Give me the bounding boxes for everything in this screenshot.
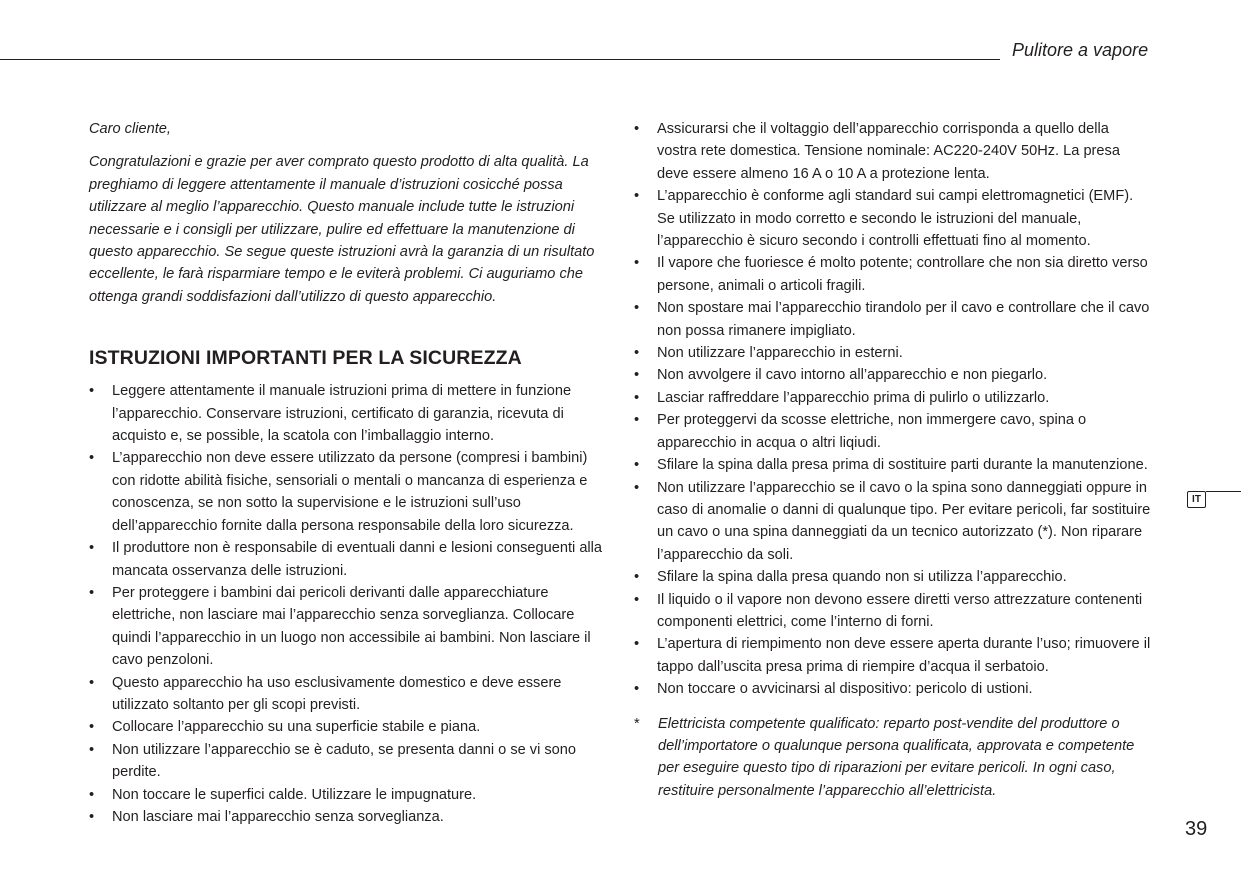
left-column — [89, 118, 609, 828]
bullet-icon: • — [89, 450, 95, 467]
list-item: • Il liquido o il vapore non devono essere diretti verso attrezzature contenenti componenti elettrici, come l’interno di forni. — [634, 589, 1152, 634]
greeting: Caro cliente, — [89, 121, 171, 137]
bullet-icon: • — [634, 569, 640, 586]
list-item: • L’apparecchio non deve essere utilizzato da persone (compresi i bambini) con ridotte abilità fisiche, sensoriali o mentali o mancanza di esperienza e conoscenza, se non sotto la supervisione e le istruzioni sull’uso dell’apparecchio fornite dalla persona responsabile della loro sicurezza. — [89, 447, 609, 537]
list-item: • Questo apparecchio ha uso esclusivamente domestico e deve essere utilizzato soltanto per gli scopi previsti. — [89, 672, 609, 717]
bullet-icon: • — [634, 367, 640, 384]
document-title: Pulitore a vapore — [1012, 40, 1149, 60]
bullet-icon: • — [89, 786, 95, 803]
list-item: • Non lasciare mai l’apparecchio senza sorveglianza. — [89, 806, 609, 828]
bullet-icon: • — [634, 636, 640, 653]
bullet-icon: • — [89, 719, 95, 736]
bullet-icon: • — [89, 741, 95, 758]
bullet-icon: • — [634, 188, 640, 205]
bullet-icon: • — [634, 121, 640, 137]
list-item: • Non toccare le superfici calde. Utilizzare le impugnature. — [89, 784, 609, 806]
list-item: • Leggere attentamente il manuale istruzioni prima di mettere in funzione l’apparecchio. Conservare istruzioni, certificato di garanzia, ricevuta di acquisto e, se possible, la scatola con l’imballaggio interno. — [89, 380, 609, 447]
list-item: • Non spostare mai l’apparecchio tirandolo per il cavo e controllare che il cavo non possa rimanere impigliato. — [634, 297, 1152, 342]
safety-heading: ISTRUZIONI IMPORTANTI PER LA SICUREZZA — [89, 347, 522, 370]
footnote-marker: * — [634, 715, 640, 732]
bullet-icon: • — [634, 479, 640, 496]
bullet-icon: • — [634, 345, 640, 362]
intro-body: Congratulazioni e grazie per aver comprato questo prodotto di alta qualità. La preghiamo di leggere attentamente il manuale d’istruzioni cosicché possa utilizzare al meglio l’apparecchio. Questo manuale include tutte le istruzioni necessarie e i consigli per utilizzare, pulire ed effettuare la manutenzione di questo apparecchio. Se segue queste istruzioni avrà la garanzia di un risultato eccellente, le farà risparmiare tempo e le eviterà problemi. Ci auguriamo che ottenga grandi soddisfazioni dall’utilizzo di questo apparecchio. — [89, 154, 595, 305]
bullet-icon: • — [634, 457, 640, 474]
bullet-icon: • — [634, 300, 640, 317]
language-tab-line — [1206, 491, 1241, 492]
bullet-icon: • — [634, 412, 640, 429]
list-item: • Il produttore non è responsabile di eventuali danni e lesioni conseguenti alla mancata osservanza delle istruzioni. — [89, 537, 609, 582]
intro-section — [89, 118, 609, 308]
list-item: • Non toccare o avvicinarsi al dispositivo: pericolo di ustioni. — [634, 678, 1152, 700]
list-item: • Non utilizzare l’apparecchio in esterni. — [634, 342, 1152, 364]
bullet-icon: • — [89, 808, 95, 825]
list-item: • Collocare l’apparecchio su una superficie stabile e piana. — [89, 716, 609, 738]
bullet-icon: • — [89, 540, 95, 557]
list-item: • Sfilare la spina dalla presa quando non si utilizza l’apparecchio. — [634, 566, 1152, 588]
bullet-icon: • — [89, 383, 95, 400]
list-item: • Non utilizzare l’apparecchio se il cavo o la spina sono danneggiati oppure in caso di anomalie o danni di qualunque tipo. Per evitare pericoli, far sostituire un cavo o una spina danneggiati da un tecnico autorizzato (*). Non riparare l’apparecchio da soli. — [634, 477, 1152, 567]
list-item: • Per proteggere i bambini dai pericoli derivanti dalle apparecchiature elettriche, non lasciare mai l’apparecchio senza sorveglianza. Collocare quindi l’apparecchio in un luogo non accessibile ai bambini. Non lasciare il cavo penzoloni. — [89, 582, 609, 672]
safety-list-left — [89, 380, 609, 828]
list-item: • Il vapore che fuoriesce é molto potente; controllare che non sia diretto verso persone, animali o articoli fragili. — [634, 252, 1152, 297]
list-item: • Lasciar raffreddare l’apparecchio prima di pulirlo o utilizzarlo. — [634, 387, 1152, 409]
bullet-icon: • — [89, 584, 95, 601]
list-item: • Non avvolgere il cavo intorno all’apparecchio e non piegarlo. — [634, 364, 1152, 386]
right-column — [634, 118, 1152, 802]
bullet-icon: • — [634, 389, 640, 406]
list-item: • Non utilizzare l’apparecchio se è caduto, se presenta danni o se vi sono perdite. — [89, 739, 609, 784]
list-item: • L’apertura di riempimento non deve essere aperta durante l’uso; rimuovere il tappo dall’uscita presa prima di riempire d’acqua il serbatoio. — [634, 633, 1152, 678]
header-rule — [0, 59, 1000, 60]
bullet-icon: • — [634, 681, 640, 698]
footnote-text: Elettricista competente qualificato: reparto post-vendite del produttore o dell’importatore o qualunque persona qualificata, approvata e competente per eseguire questo tipo di riparazioni per evitare pericoli. In ogni caso, restituire personalmente l’apparecchio all’elettricista. — [658, 715, 1135, 799]
language-tab: IT — [1187, 491, 1206, 508]
footnote — [634, 713, 1152, 803]
safety-list-right — [634, 118, 1152, 701]
list-item: • Assicurarsi che il voltaggio dell’apparecchio corrisponda a quello della vostra rete domestica. Tensione nominale: AC220-240V 50Hz. La presa deve essere almeno 16 A o 10 A a protezione lenta. — [634, 118, 1152, 185]
page-number: 39 — [1185, 818, 1208, 840]
list-item: • L’apparecchio è conforme agli standard sui campi elettromagnetici (EMF). Se utilizzato in modo corretto e secondo le istruzioni del manuale, l’apparecchio è sicuro secondo i controlli effettuati fino al momento. — [634, 185, 1152, 252]
bullet-icon: • — [634, 591, 640, 608]
list-item: • Per proteggervi da scosse elettriche, non immergere cavo, spina o apparecchio in acqua o altri liqiudi. — [634, 409, 1152, 454]
bullet-icon: • — [634, 255, 640, 272]
bullet-icon: • — [89, 674, 95, 691]
list-item: • Sfilare la spina dalla presa prima di sostituire parti durante la manutenzione. — [634, 454, 1152, 476]
